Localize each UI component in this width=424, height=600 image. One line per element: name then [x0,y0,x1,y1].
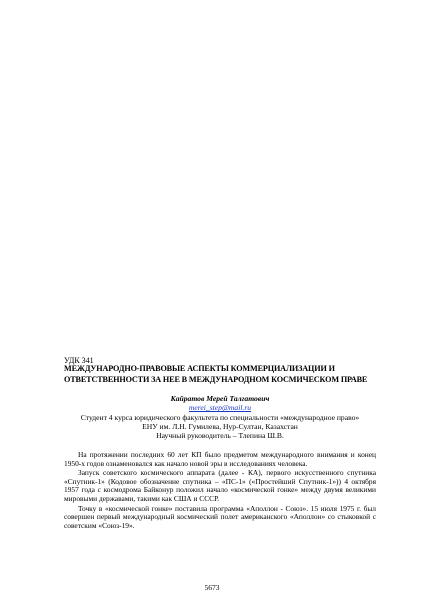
author-email-line [64,403,376,412]
title-line-2: ОТВЕТСТВЕННОСТИ ЗА НЕЕ В МЕЖДУНАРОДНОМ КОСМИЧЕСКОМ ПРАВЕ [64,374,368,384]
author-email-link[interactable]: merei_step@mail.ru [188,403,252,413]
body-paragraph-3: Точку в «космической гонке» поставила программа «Аполлон - Союз». 15 июля 1975 г. был совершен первый международный космический полет американского «Аполлон» со стыковкой с советским «Союз-19». [64,503,376,530]
udk-code: УДК 341 [64,356,94,365]
author-block [64,394,376,440]
scientific-advisor: Научный руководитель – Тлепина Ш.В. [156,431,284,441]
body-paragraph-1: На протяжении последних 60 лет КП было предметом международного внимания и конец 1950-х годов ознаменовался как начало новой эры в исследованиях человека. [64,450,376,468]
article-body [64,451,376,530]
author-affiliation-2: ЕНУ им. Л.Н. Гумилева, Нур-Султан, Казахстан [142,421,298,431]
title-line-1: МЕЖДУНАРОДНО-ПРАВОВЫЕ АСПЕКТЫ КОММЕРЦИАЛИЗАЦИИ И [64,364,335,373]
body-paragraph-2: Запуск советского космического аппарата (далее - КА), первого искусственного спутника «Спутник-1» (Кодовое обозначение спутника – «ПС-1» («Простейший Спутник-1»)) 4 октября 1957 года с космодрома Байконур положил начало «космической гонке» между двумя великими мировыми державами, такими как США и СССР. [64,468,376,503]
author-name: Кайратов Мерей Талгатович [170,394,270,403]
author-affiliation-1: Студент 4 курса юридического факультета по специальности «международное право» [80,412,360,422]
paper-title [64,364,376,385]
page-number: 5673 [204,583,220,592]
